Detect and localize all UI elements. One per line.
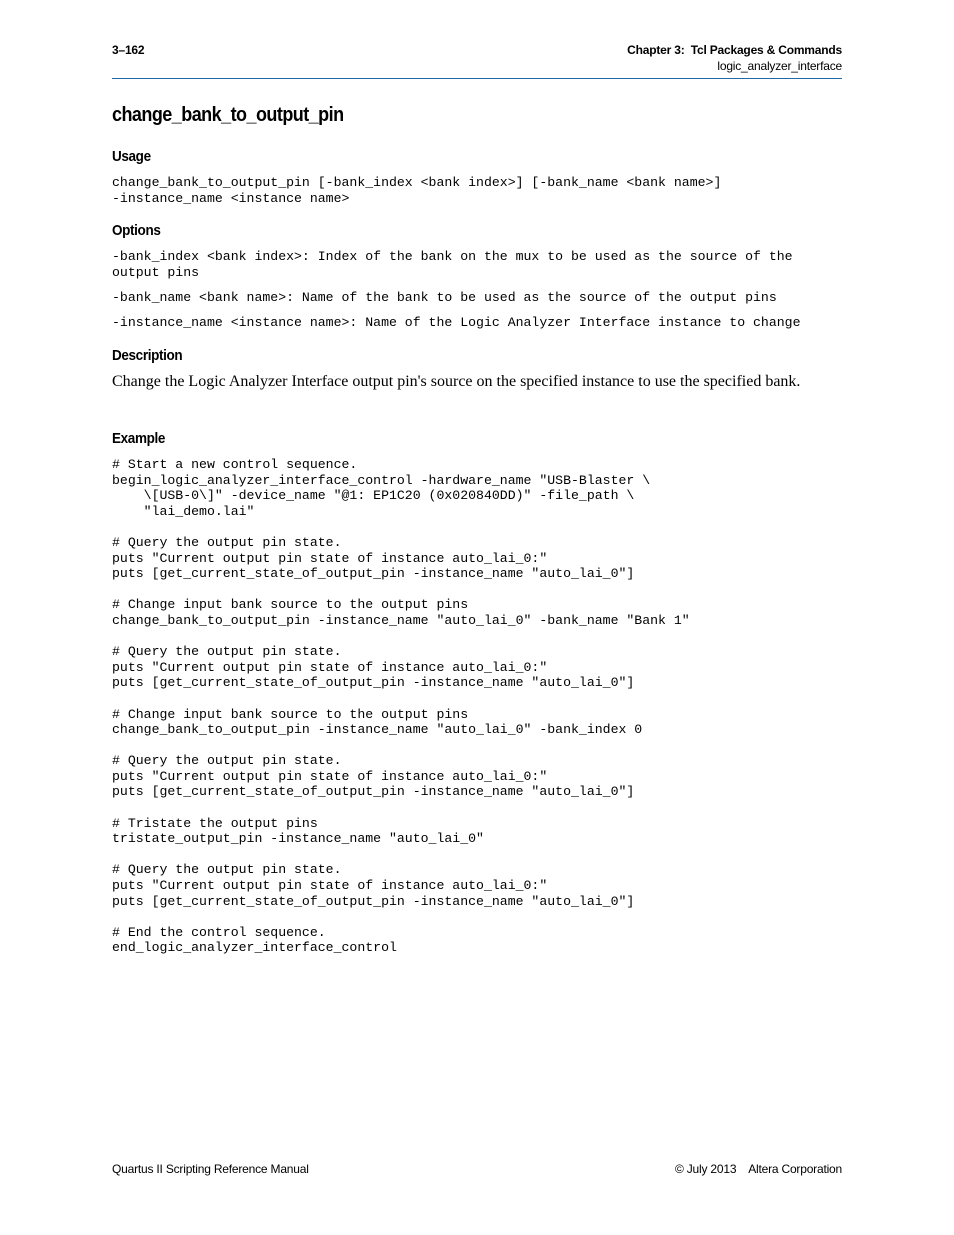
page-number: 3–162 [112,43,145,57]
section-title: logic_analyzer_interface [717,59,842,73]
option-bank-name: -bank_name <bank name>: Name of the bank to be used as the source of the output pins [112,290,777,305]
option-instance-name: -instance_name <instance name>: Name of the Logic Analyzer Interface instance to change [112,315,801,330]
usage-heading: Usage [112,148,151,165]
chapter-title: Chapter 3: Tcl Packages & Commands [627,43,842,57]
command-title: change_bank_to_output_pin [112,104,344,126]
footer-manual-title: Quartus II Scripting Reference Manual [112,1162,309,1176]
example-heading: Example [112,430,166,447]
description-text: Change the Logic Analyzer Interface output pin's source on the specified instance to use the specified bank. [112,373,801,390]
options-heading: Options [112,222,161,239]
description-heading: Description [112,347,183,364]
usage-code: change_bank_to_output_pin [-bank_index <bank index>] [-bank_name <bank name>] -instance_name <instance name> [112,175,722,206]
footer-copyright: © July 2013 Altera Corporation [674,1162,842,1176]
example-code: # Start a new control sequence. begin_logic_analyzer_interface_control -hardware_name "USB-Blaster \ \[USB-0\]" -device_name "@1: EP1C20 (0x020840DD)" -file_path \ "lai_demo.lai" # Query the output pin state. puts "Current output pin state of instance auto_lai_0:" puts [get_current_state_of_output_pin -instance_name "auto_lai_0"] # Change input bank source to the output pins change_bank_to_output_pin -instance_name "auto_lai_0" -bank_name "Bank 1" # Query the output pin state. puts "Current output pin state of instance auto_lai_0:" puts [get_current_state_of_output_pin -instance_name "auto_lai_0"] # Change input bank source to the output pins change_bank_to_output_pin -instance_name "auto_lai_0" -bank_index 0 # Query the output pin state. puts "Current output pin state of instance auto_lai_0:" puts [get_current_state_of_output_pin -instance_name "auto_lai_0"] # Tristate the output pins tristate_output_pin -instance_name "auto_lai_0" # Query the output pin state. puts "Current output pin state of instance auto_lai_0:" puts [get_current_state_of_output_pin -instance_name "auto_lai_0"] # End the control sequence. end_logic_analyzer_interface_control [112,457,690,956]
option-bank-index: -bank_index <bank index>: Index of the bank on the mux to be used as the source of the output pins [112,249,793,280]
page-header [112,42,842,79]
